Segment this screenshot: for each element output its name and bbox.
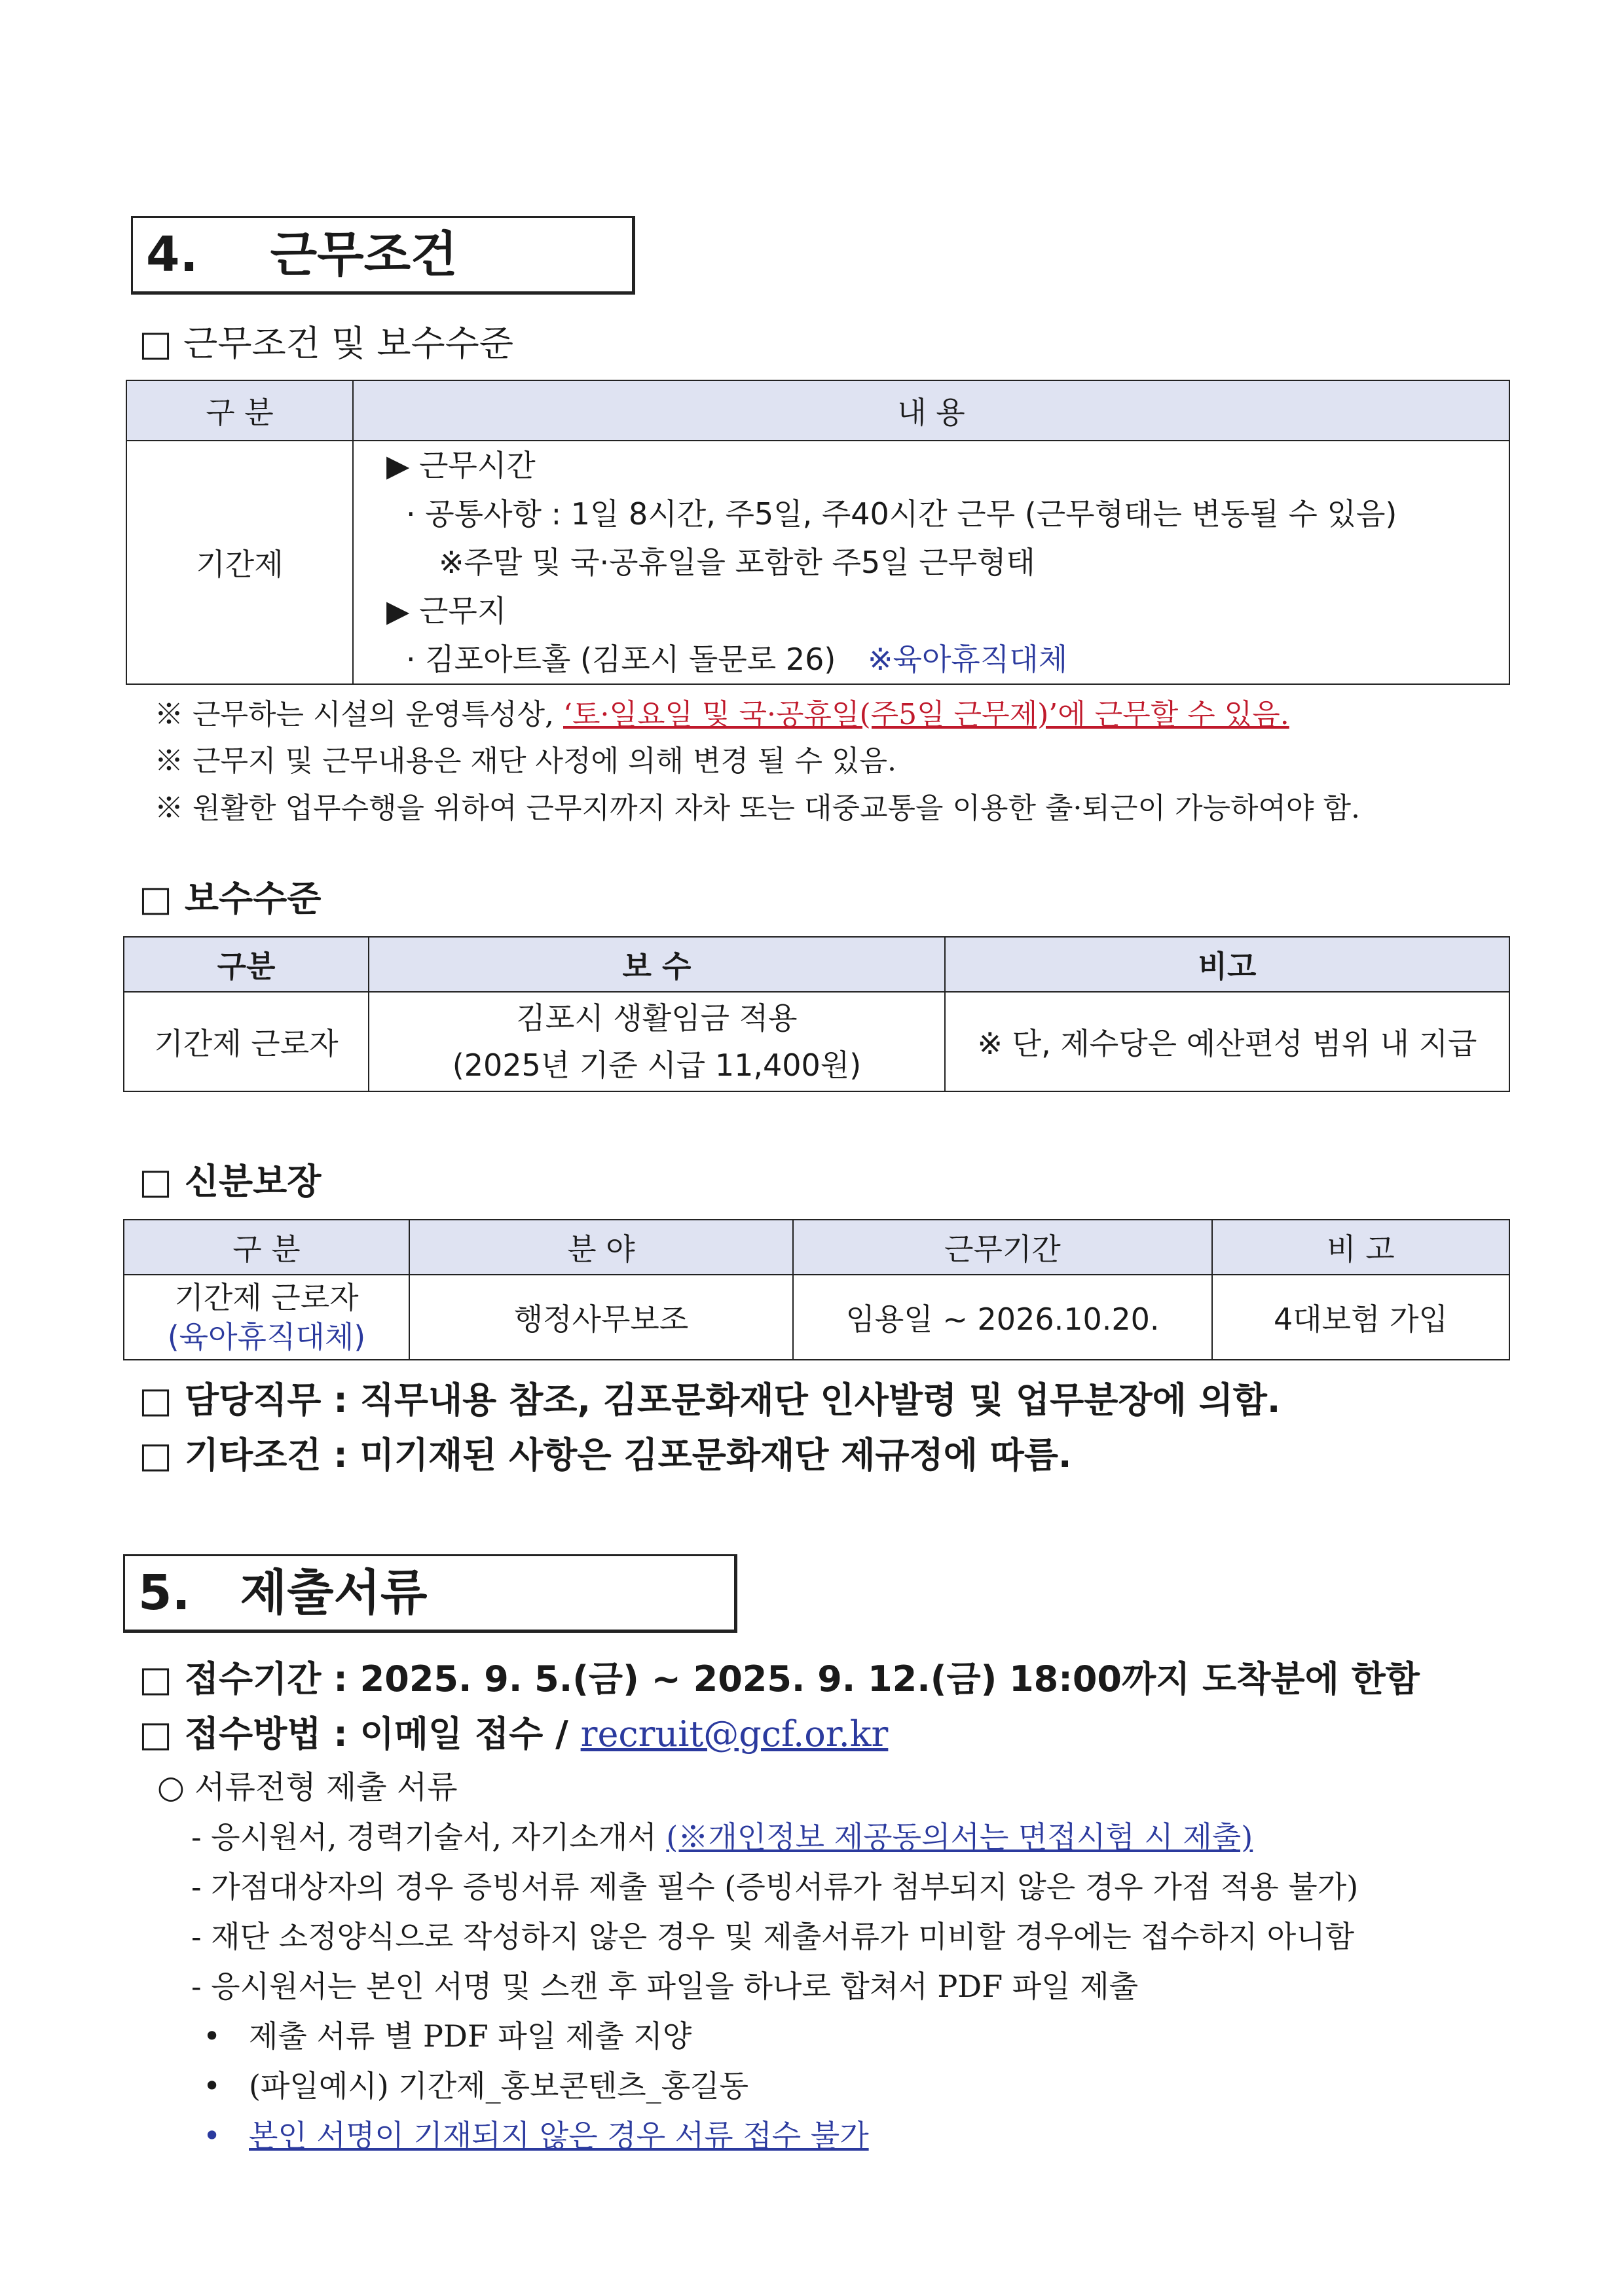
status-col-remark: 비 고 xyxy=(1212,1220,1509,1275)
documents-item-2: - 가점대상자의 경우 증빙서류 제출 필수 (증빙서류가 첨부되지 않은 경우 가점 적용 불가) xyxy=(191,1869,1359,1904)
pay-line-2: (2025년 기준 시급 11,400원) xyxy=(452,1048,862,1083)
status-col-field: 분 야 xyxy=(409,1220,793,1275)
work-hours-label: ▶ 근무시간 xyxy=(386,448,536,483)
pay-row-type: 기간제 근로자 xyxy=(124,992,369,1091)
note-1 xyxy=(155,698,1289,731)
pay-line-1: 김포시 생활임금 적용 xyxy=(516,1000,798,1036)
work-conditions-row-type: 기간제 xyxy=(126,441,353,684)
work-conditions-col-type: 구 분 xyxy=(126,380,353,441)
documents-heading: ○ 서류전형 제출 서류 xyxy=(157,1769,458,1806)
reception-period: □ 접수기간 : 2025. 9. 5.(금) ~ 2025. 9. 12.(금) 18:00까지 도착분에 한함 xyxy=(139,1658,1420,1700)
work-conditions-table xyxy=(126,380,1510,685)
note-1-highlight: ‘토·일요일 및 국·공휴일(주5일 근무제)’에 근무할 수 있음. xyxy=(563,698,1289,731)
pay-col-remark: 비고 xyxy=(945,937,1509,992)
note-1-prefix: ※ 근무하는 시설의 운영특성상, xyxy=(155,698,563,731)
common-hours-line: · 공통사항 : 1일 8시간, 주5일, 주40시간 근무 (근무형태는 변동될 수 있음) xyxy=(406,496,1397,532)
reception-method xyxy=(139,1713,889,1755)
documents-item-4: - 응시원서는 본인 서명 및 스캔 후 파일을 하나로 합쳐서 PDF 파일 제출 xyxy=(191,1969,1139,2004)
documents-bullet-1 xyxy=(203,2018,692,2054)
bullet-2-mark: • xyxy=(203,2068,221,2104)
bullet-1-text: 제출 서류 별 PDF 파일 제출 지양 xyxy=(249,2018,692,2054)
status-col-period: 근무기간 xyxy=(793,1220,1212,1275)
reception-method-prefix: □ 접수방법 : 이메일 접수 / xyxy=(139,1713,581,1755)
section-4-number: 4. xyxy=(146,227,198,283)
weekend-note-line: ※주말 및 국·공휴일을 포함한 주5일 근무형태 xyxy=(439,545,1035,580)
pay-remark: ※ 단, 제수당은 예산편성 범위 내 지급 xyxy=(945,992,1509,1091)
section-4-title-box xyxy=(131,216,635,295)
status-heading: □ 신분보장 xyxy=(139,1161,322,1202)
status-row-type xyxy=(124,1275,409,1360)
status-col-type: 구 분 xyxy=(124,1220,409,1275)
bullet-2-text: (파일예시) 기간제_홍보콘텐츠_홍길동 xyxy=(249,2068,749,2104)
work-conditions-heading: □ 근무조건 및 보수수준 xyxy=(139,323,513,364)
pay-col-type: 구분 xyxy=(124,937,369,992)
other-conditions-line: □ 기타조건 : 미기재된 사항은 김포문화재단 제규정에 따름. xyxy=(139,1434,1072,1476)
documents-item-1-text: - 응시원서, 경력기술서, 자기소개서 xyxy=(191,1819,667,1855)
pay-col-pay: 보 수 xyxy=(369,937,945,992)
status-table xyxy=(123,1219,1510,1360)
duty-line: □ 담당직무 : 직무내용 참조, 김포문화재단 인사발령 및 업무분장에 의함. xyxy=(139,1379,1281,1421)
status-field: 행정사무보조 xyxy=(409,1275,793,1360)
recruit-email-link[interactable]: recruit@gcf.or.kr xyxy=(580,1713,889,1755)
status-remark: 4대보험 가입 xyxy=(1212,1275,1509,1360)
note-2: ※ 근무지 및 근무내용은 재단 사정에 의해 변경 될 수 있음. xyxy=(155,744,896,778)
section-5-title-box xyxy=(123,1554,737,1633)
note-3: ※ 원활한 업무수행을 위하여 근무지까지 자차 또는 대중교통을 이용한 출·퇴근이 가능하여야 함. xyxy=(155,792,1360,825)
work-conditions-col-content: 내 용 xyxy=(353,380,1509,441)
location-line: · 김포아트홀 (김포시 돌문로 26) xyxy=(406,642,836,677)
bullet-1-mark: • xyxy=(203,2018,221,2054)
documents-bullet-2 xyxy=(203,2068,749,2104)
location-line-wrap xyxy=(386,635,1509,683)
status-row-type-label: 기간제 근로자 xyxy=(174,1280,359,1315)
documents-item-1 xyxy=(191,1819,1253,1855)
documents-item-1-note: (※개인정보 제공동의서는 면접시험 시 제출) xyxy=(666,1819,1253,1855)
documents-bullet-3 xyxy=(203,2118,869,2153)
status-period: 임용일 ~ 2026.10.20. xyxy=(793,1275,1212,1360)
pay-heading: □ 보수수준 xyxy=(139,878,322,919)
work-conditions-content xyxy=(353,441,1509,684)
status-row-type-note: (육아휴직대체) xyxy=(167,1319,366,1355)
pay-amount xyxy=(369,992,945,1091)
work-location-label: ▶ 근무지 xyxy=(386,593,507,629)
section-5-title: 제출서류 xyxy=(240,1565,428,1621)
location-note: ※육아휴직대체 xyxy=(867,642,1068,677)
bullet-3-mark: • xyxy=(203,2118,221,2153)
section-4-title: 근무조건 xyxy=(270,227,458,283)
bullet-3-text: 본인 서명이 기재되지 않은 경우 서류 접수 불가 xyxy=(249,2118,869,2153)
documents-item-3: - 재단 소정양식으로 작성하지 않은 경우 및 제출서류가 미비할 경우에는 접수하지 아니함 xyxy=(191,1919,1355,1954)
section-5-number: 5. xyxy=(138,1565,191,1621)
pay-table xyxy=(123,936,1510,1092)
